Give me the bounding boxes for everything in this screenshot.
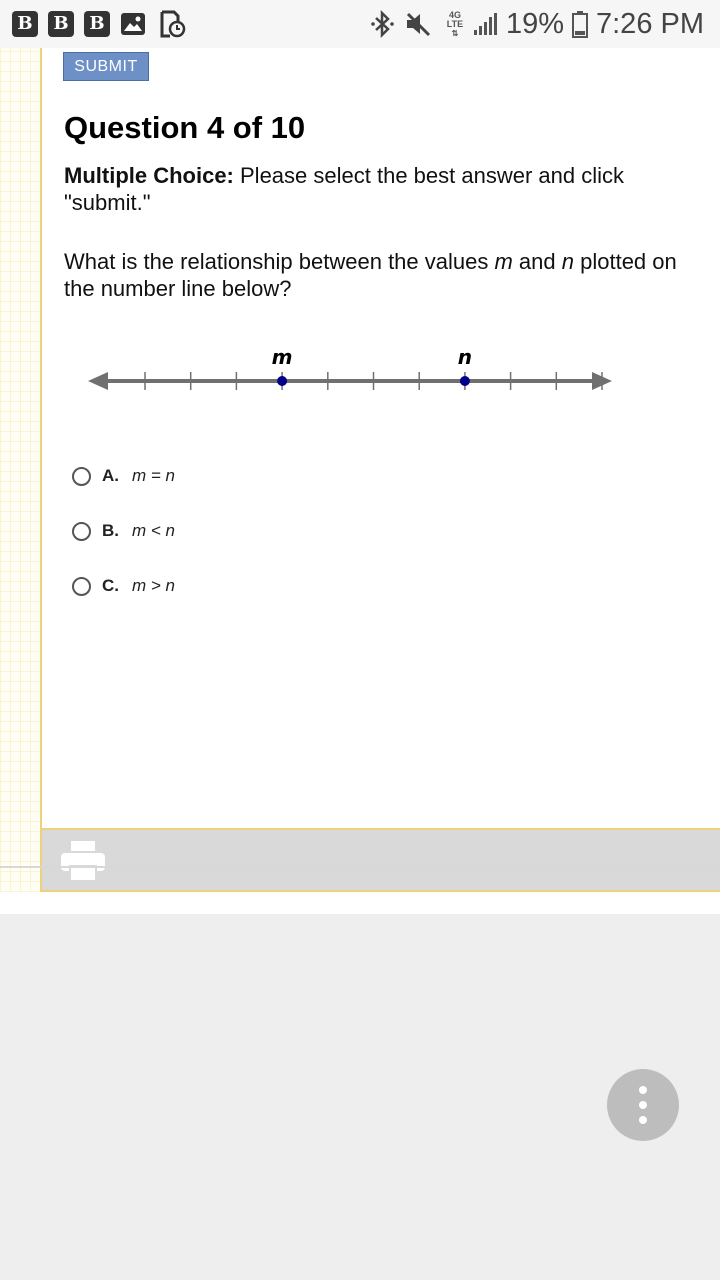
page-divider [0, 866, 720, 868]
choice-c[interactable] [72, 574, 175, 598]
left-margin [0, 48, 40, 892]
sync-file-icon [158, 10, 186, 43]
variable-n: n [561, 249, 574, 274]
radio-button[interactable] [72, 522, 91, 541]
label-m: m [271, 345, 293, 369]
question-part: What is the relationship between the values [64, 249, 495, 274]
question-part: plotted on the number line below? [64, 249, 677, 301]
battery-percent: 19% [505, 7, 564, 40]
network-type [446, 11, 464, 38]
left-arrow [88, 372, 108, 390]
status-right [370, 0, 704, 48]
choice-text: m = n [132, 466, 175, 485]
choice-letter: B. [102, 521, 119, 540]
image-icon [120, 11, 146, 42]
choice-letter: C. [102, 576, 119, 595]
dot [639, 1086, 647, 1094]
label-n: n [457, 345, 473, 369]
question-title: Question 4 of 10 [64, 110, 306, 145]
quiz-page [0, 48, 720, 914]
choice-b[interactable] [72, 519, 175, 543]
point-n [460, 376, 470, 386]
instruction-label: Multiple Choice: [64, 163, 234, 188]
app-b-icon: B [84, 11, 110, 37]
submit-button[interactable]: SUBMIT [63, 52, 149, 81]
clock: 7:26 PM [596, 7, 704, 40]
radio-button[interactable] [72, 467, 91, 486]
print-icon[interactable] [60, 840, 106, 882]
signal-icon [472, 12, 498, 36]
app-b-icon: B [12, 11, 38, 37]
dot [639, 1116, 647, 1124]
choice-text: m < n [132, 521, 175, 540]
dot [639, 1101, 647, 1109]
app-b-icon: B [48, 11, 74, 37]
bluetooth-icon [370, 10, 396, 38]
network-label: 4G [448, 9, 461, 20]
data-arrows-icon: ⇅ [451, 28, 459, 38]
battery-icon [572, 10, 588, 38]
network-sub: LTE [446, 18, 464, 29]
point-m [277, 376, 287, 386]
number-line [86, 344, 616, 414]
variable-m: m [494, 249, 513, 274]
more-options-button[interactable] [607, 1069, 679, 1141]
status-bar [0, 0, 720, 48]
choice-a[interactable] [72, 464, 175, 488]
question-text [64, 248, 709, 302]
instructions [64, 162, 704, 216]
choice-text: m > n [132, 576, 175, 595]
choice-letter: A. [102, 466, 119, 485]
question-part: and [512, 249, 562, 274]
radio-button[interactable] [72, 577, 91, 596]
instruction-text: Please select the best answer and click "submit." [64, 163, 624, 215]
mute-icon [404, 10, 432, 38]
print-toolbar [40, 828, 720, 892]
